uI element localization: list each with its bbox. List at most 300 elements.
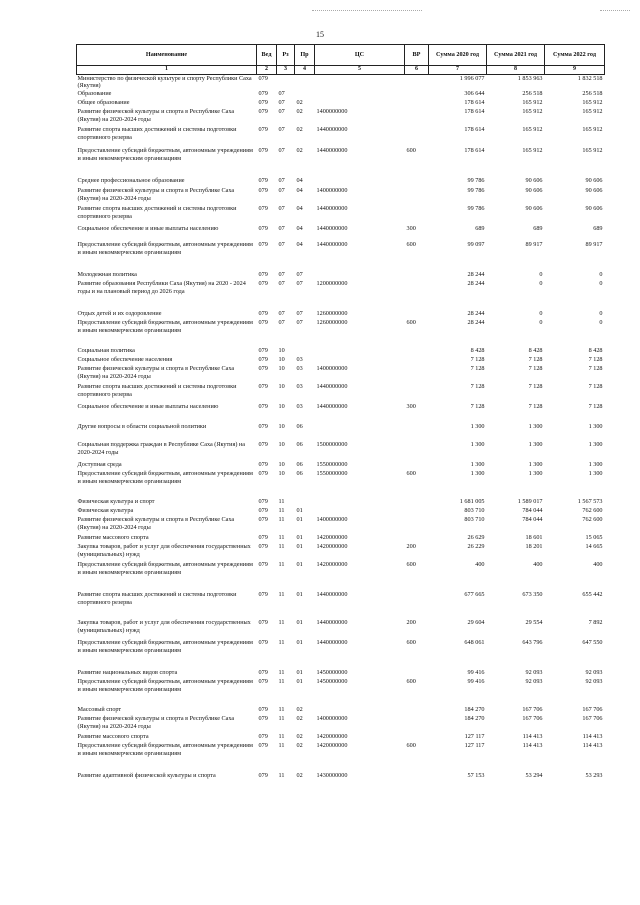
cell-ved: 079	[258, 99, 268, 106]
cell-sum-2022: 1 300	[588, 470, 603, 477]
cell-vr: 200	[406, 543, 416, 550]
cell-pr: 02	[296, 733, 303, 740]
cell-name: Предоставление субсидий бюджетным, автономным учреждениям и иным некоммерческим организациям	[77, 561, 253, 576]
cell-vr	[405, 591, 429, 619]
cell-sum-2022: 114 413	[582, 742, 603, 749]
cell-ved: 079	[258, 669, 268, 676]
table-row	[77, 271, 605, 280]
cell-rz: 10	[278, 461, 285, 468]
table-row	[77, 591, 605, 619]
cell-sum-2022: 90 606	[585, 187, 603, 194]
cell-rz	[277, 74, 295, 90]
cell-cs: 1430000000	[316, 772, 348, 779]
cell-vr	[405, 347, 429, 356]
cell-sum-2022: 167 706	[582, 715, 603, 722]
cell-pr: 02	[296, 706, 303, 713]
budget-table	[76, 44, 605, 781]
cell-sum-2022: 89 917	[585, 241, 603, 248]
cell-sum-2022: 1 300	[588, 461, 603, 468]
cell-name: Предоставление субсидий бюджетным, автономным учреждениям и иным некоммерческим организациям	[77, 319, 253, 334]
cell-sum-2021: 784 044	[522, 507, 543, 514]
cell-sum-2020: 127 117	[464, 733, 485, 740]
cell-vr	[405, 715, 429, 733]
cell-sum-2021: 1 300	[528, 441, 543, 448]
cell-sum-2021: 0	[539, 271, 543, 278]
cell-sum-2021: 29 554	[525, 619, 543, 626]
cell-sum-2022: 114 413	[582, 733, 603, 740]
cell-sum-2020: 7 128	[470, 383, 485, 390]
cell-ved: 079	[258, 126, 268, 133]
table-row	[77, 772, 605, 781]
cell-sum-2022: 0	[599, 310, 603, 317]
page-number: 15	[316, 30, 324, 39]
cell-name: Закупка товаров, работ и услуг для обеспечения государственных (муниципальных) нужд	[77, 619, 251, 634]
cell-ved: 079	[258, 74, 268, 82]
cell-cs: 1420000000	[316, 561, 348, 568]
cell-ved: 079	[258, 772, 268, 779]
cell-sum-2022: 0	[599, 319, 603, 326]
cell-vr	[405, 99, 429, 108]
scan-artifact	[600, 10, 630, 12]
cell-vr	[405, 534, 429, 543]
column-number: 7	[429, 66, 487, 75]
cell-cs: 1400000000	[316, 187, 348, 194]
cell-rz: 07	[278, 187, 285, 194]
cell-sum-2022: 167 706	[582, 706, 603, 713]
cell-vr	[405, 126, 429, 147]
cell-sum-2021: 256 518	[522, 90, 543, 97]
cell-sum-2021: 7 128	[528, 365, 543, 372]
cell-cs	[315, 356, 405, 365]
cell-vr: 600	[406, 147, 416, 154]
cell-vr	[405, 733, 429, 742]
cell-name: Развитие физической культуры и спорта в Республике Саха (Якутия) на 2020-2024 годы	[77, 187, 235, 202]
table-row	[77, 715, 605, 733]
cell-name: Социальное обеспечение населения	[77, 356, 173, 363]
cell-rz: 07	[278, 90, 285, 97]
cell-sum-2021: 1 589 017	[517, 498, 543, 505]
cell-sum-2020: 689	[475, 225, 485, 232]
cell-sum-2021: 643 796	[522, 639, 543, 646]
cell-vr	[405, 383, 429, 403]
cell-sum-2022: 14 665	[585, 543, 603, 550]
cell-cs: 1400000000	[316, 516, 348, 523]
cell-rz: 11	[278, 669, 285, 676]
cell-rz: 11	[278, 706, 285, 713]
cell-rz: 07	[278, 319, 285, 326]
table-row	[77, 99, 605, 108]
cell-name: Социальная поддержка граждан в Республике Саха (Якутия) на 2020-2024 годы	[77, 441, 245, 456]
cell-rz: 10	[278, 347, 285, 354]
cell-sum-2020: 28 244	[467, 310, 485, 317]
cell-cs	[315, 507, 405, 516]
cell-vr: 600	[406, 561, 416, 568]
cell-rz: 07	[278, 108, 285, 115]
cell-sum-2022: 7 892	[588, 619, 603, 626]
cell-ved: 079	[258, 187, 268, 194]
table-row	[77, 534, 605, 543]
cell-cs	[315, 498, 405, 507]
column-number-row	[77, 66, 605, 75]
cell-sum-2021: 7 128	[528, 356, 543, 363]
cell-sum-2021: 1 300	[528, 423, 543, 430]
cell-vr	[405, 187, 429, 205]
cell-ved: 079	[258, 733, 268, 740]
cell-sum-2022: 1 300	[588, 441, 603, 448]
table-row	[77, 241, 605, 271]
table-row	[77, 706, 605, 715]
cell-cs: 1420000000	[316, 742, 348, 749]
cell-sum-2022: 0	[599, 271, 603, 278]
header-cs: ЦС	[315, 45, 405, 66]
cell-sum-2022: 8 428	[588, 347, 603, 354]
cell-pr	[295, 90, 315, 99]
cell-sum-2022: 1 832 518	[577, 74, 603, 82]
cell-sum-2021: 165 912	[522, 99, 543, 106]
cell-cs	[315, 90, 405, 99]
cell-sum-2022: 7 128	[588, 365, 603, 372]
cell-sum-2020: 1 996 077	[459, 74, 485, 82]
cell-rz: 07	[278, 271, 285, 278]
cell-sum-2021: 0	[539, 310, 543, 317]
table-row	[77, 147, 605, 177]
cell-sum-2020: 1 300	[470, 423, 485, 430]
column-number: 9	[545, 66, 605, 75]
cell-pr: 01	[296, 507, 303, 514]
cell-pr: 02	[296, 772, 303, 779]
table-row	[77, 507, 605, 516]
cell-pr: 01	[296, 543, 303, 550]
cell-rz: 07	[278, 147, 285, 154]
cell-name: Социальная политика	[77, 347, 135, 354]
table-row	[77, 470, 605, 498]
table-row	[77, 441, 605, 461]
cell-rz: 11	[278, 639, 285, 646]
cell-cs: 1440000000	[316, 591, 348, 598]
cell-pr: 04	[296, 241, 303, 248]
table-header-row	[77, 45, 605, 66]
cell-ved: 079	[258, 498, 268, 505]
cell-sum-2020: 803 710	[464, 516, 485, 523]
cell-vr	[405, 669, 429, 678]
cell-sum-2021: 1 300	[528, 470, 543, 477]
header-rz: Рз	[277, 45, 295, 66]
cell-cs: 1440000000	[316, 619, 348, 626]
cell-rz: 11	[278, 772, 285, 779]
cell-name: Общее образование	[77, 99, 130, 106]
cell-ved: 079	[258, 271, 268, 278]
table-row	[77, 733, 605, 742]
cell-name: Развитие массового спорта	[77, 733, 149, 740]
cell-sum-2021: 18 601	[525, 534, 543, 541]
cell-sum-2021: 400	[533, 561, 543, 568]
cell-pr	[295, 498, 315, 507]
cell-name: Предоставление субсидий бюджетным, автономным учреждениям и иным некоммерческим организациям	[77, 678, 253, 693]
table-row	[77, 619, 605, 639]
cell-sum-2021: 114 413	[522, 742, 543, 749]
cell-sum-2021: 1 300	[528, 461, 543, 468]
cell-sum-2020: 178 614	[464, 99, 485, 106]
cell-vr	[405, 441, 429, 461]
cell-rz: 11	[278, 619, 285, 626]
cell-vr	[405, 706, 429, 715]
cell-pr: 06	[296, 441, 303, 448]
cell-ved: 079	[258, 205, 268, 212]
table-row	[77, 356, 605, 365]
cell-sum-2022: 92 093	[585, 669, 603, 676]
cell-sum-2020: 99 786	[467, 187, 485, 194]
cell-ved: 079	[258, 365, 268, 372]
cell-vr: 600	[406, 639, 416, 646]
cell-sum-2020: 400	[475, 561, 485, 568]
table-row	[77, 310, 605, 319]
cell-vr	[405, 507, 429, 516]
table-row	[77, 383, 605, 403]
header-vr: ВР	[405, 45, 429, 66]
cell-pr: 06	[296, 461, 303, 468]
cell-cs: 1440000000	[316, 403, 348, 410]
cell-ved: 079	[258, 678, 268, 685]
cell-pr: 02	[296, 742, 303, 749]
cell-vr	[405, 461, 429, 470]
cell-rz: 10	[278, 403, 285, 410]
cell-sum-2020: 8 428	[470, 347, 485, 354]
cell-sum-2021: 0	[539, 319, 543, 326]
cell-name: Доступная среда	[77, 461, 122, 468]
cell-name: Предоставление субсидий бюджетным, автономным учреждениям и иным некоммерческим организациям	[77, 470, 253, 485]
cell-vr: 600	[406, 319, 416, 326]
cell-cs: 1260000000	[316, 310, 348, 317]
table-row	[77, 205, 605, 225]
cell-sum-2021: 673 350	[522, 591, 543, 598]
cell-rz: 11	[278, 534, 285, 541]
cell-name: Массовый спорт	[77, 706, 122, 713]
cell-sum-2021: 114 413	[522, 733, 543, 740]
table-body	[77, 74, 605, 781]
column-number: 2	[257, 66, 277, 75]
cell-pr: 04	[296, 177, 303, 184]
cell-sum-2022: 53 293	[585, 772, 603, 779]
cell-rz: 11	[278, 543, 285, 550]
cell-name: Другие вопросы в области социальной политики	[77, 423, 207, 430]
cell-rz: 11	[278, 591, 285, 598]
cell-ved: 079	[258, 310, 268, 317]
cell-cs	[315, 706, 405, 715]
cell-sum-2020: 99 786	[467, 205, 485, 212]
cell-pr: 01	[296, 561, 303, 568]
cell-vr	[405, 365, 429, 383]
cell-pr: 03	[296, 383, 303, 390]
cell-ved: 079	[258, 591, 268, 598]
cell-cs: 1440000000	[316, 205, 348, 212]
cell-cs: 1420000000	[316, 534, 348, 541]
cell-name: Социальное обеспечение и иные выплаты населению	[77, 403, 219, 410]
cell-rz: 07	[278, 310, 285, 317]
cell-sum-2021: 7 128	[528, 383, 543, 390]
cell-name: Развитие спорта высших достижений и системы подготовки спортивного резерва	[77, 383, 237, 398]
cell-vr: 300	[406, 225, 416, 232]
cell-sum-2022: 655 442	[582, 591, 603, 598]
cell-rz: 11	[278, 742, 285, 749]
cell-rz: 11	[278, 507, 285, 514]
cell-name: Предоставление субсидий бюджетным, автономным учреждениям и иным некоммерческим организациям	[77, 241, 253, 256]
cell-ved: 079	[258, 507, 268, 514]
cell-cs: 1440000000	[316, 241, 348, 248]
cell-name: Предоставление субсидий бюджетным, автономным учреждениям и иным некоммерческим организациям	[77, 742, 253, 757]
cell-sum-2020: 184 270	[464, 706, 485, 713]
cell-sum-2021: 165 912	[522, 108, 543, 115]
table-row	[77, 347, 605, 356]
cell-sum-2022: 689	[593, 225, 603, 232]
cell-ved: 079	[258, 461, 268, 468]
cell-sum-2021: 165 912	[522, 126, 543, 133]
cell-ved: 079	[258, 470, 268, 477]
cell-rz: 07	[278, 205, 285, 212]
table-row	[77, 108, 605, 126]
scan-artifact	[312, 10, 422, 12]
cell-sum-2022: 762 600	[582, 516, 603, 523]
cell-vr	[405, 423, 429, 441]
cell-cs: 1440000000	[316, 147, 348, 154]
cell-name: Предоставление субсидий бюджетным, автономным учреждениям и иным некоммерческим организациям	[77, 639, 253, 654]
table-row	[77, 423, 605, 441]
cell-sum-2020: 99 786	[467, 177, 485, 184]
column-number: 1	[77, 66, 257, 75]
cell-sum-2022: 647 550	[582, 639, 603, 646]
cell-rz: 11	[278, 516, 285, 523]
cell-pr: 03	[296, 356, 303, 363]
table-row	[77, 319, 605, 347]
cell-vr	[405, 356, 429, 365]
cell-sum-2020: 99 416	[467, 678, 485, 685]
cell-sum-2021: 8 428	[528, 347, 543, 354]
cell-sum-2022: 92 093	[585, 678, 603, 685]
cell-sum-2021: 689	[533, 225, 543, 232]
cell-sum-2020: 178 614	[464, 126, 485, 133]
cell-rz: 10	[278, 423, 285, 430]
cell-cs: 1440000000	[316, 639, 348, 646]
cell-cs	[315, 271, 405, 280]
column-number: 4	[295, 66, 315, 75]
table-row	[77, 187, 605, 205]
cell-sum-2021: 1 853 963	[517, 74, 543, 82]
cell-ved: 079	[258, 423, 268, 430]
cell-name: Среднее профессиональное образование	[77, 177, 185, 184]
cell-sum-2020: 7 128	[470, 356, 485, 363]
table-row	[77, 678, 605, 706]
table-row	[77, 669, 605, 678]
cell-sum-2020: 99 097	[467, 241, 485, 248]
cell-cs: 1400000000	[316, 365, 348, 372]
cell-sum-2021: 784 044	[522, 516, 543, 523]
table-row	[77, 280, 605, 310]
cell-cs: 1420000000	[316, 543, 348, 550]
cell-name: Отдых детей и их оздоровление	[77, 310, 162, 317]
cell-sum-2020: 28 244	[467, 319, 485, 326]
cell-sum-2021: 89 917	[525, 241, 543, 248]
cell-sum-2020: 178 614	[464, 147, 485, 154]
cell-sum-2022: 165 912	[582, 108, 603, 115]
cell-ved: 079	[258, 619, 268, 626]
table-row	[77, 461, 605, 470]
cell-sum-2022: 1 567 573	[577, 498, 603, 505]
cell-rz: 07	[278, 225, 285, 232]
cell-pr: 04	[296, 205, 303, 212]
cell-rz: 11	[278, 715, 285, 722]
cell-rz: 11	[278, 561, 285, 568]
cell-cs: 1550000000	[316, 470, 348, 477]
cell-sum-2022: 165 912	[582, 126, 603, 133]
cell-ved: 079	[258, 543, 268, 550]
header-name: Наименование	[77, 45, 257, 66]
cell-ved: 079	[258, 319, 268, 326]
cell-pr: 06	[296, 423, 303, 430]
header-sum-2022: Сумма 2022 год	[545, 45, 605, 66]
cell-sum-2022: 0	[599, 280, 603, 287]
cell-vr	[405, 310, 429, 319]
cell-ved: 079	[258, 147, 268, 154]
cell-name: Развитие образования Республики Саха (Якутия) на 2020 - 2024 годы и на плановый период до 2026 года	[77, 280, 246, 295]
cell-sum-2021: 167 706	[522, 715, 543, 722]
cell-ved: 079	[258, 108, 268, 115]
cell-ved: 079	[258, 534, 268, 541]
cell-ved: 079	[258, 177, 268, 184]
cell-ved: 079	[258, 347, 268, 354]
header-sum-2021: Сумма 2021 год	[487, 45, 545, 66]
cell-vr: 200	[406, 619, 416, 626]
cell-sum-2020: 178 614	[464, 108, 485, 115]
cell-pr: 02	[296, 126, 303, 133]
cell-sum-2020: 1 300	[470, 470, 485, 477]
table-row	[77, 74, 605, 90]
cell-rz: 10	[278, 470, 285, 477]
cell-pr: 07	[296, 280, 303, 287]
cell-pr: 04	[296, 225, 303, 232]
header-sum-2020: Сумма 2020 год	[429, 45, 487, 66]
cell-sum-2022: 7 128	[588, 356, 603, 363]
cell-ved: 079	[258, 561, 268, 568]
cell-sum-2020: 29 604	[467, 619, 485, 626]
cell-sum-2022: 90 606	[585, 205, 603, 212]
cell-pr: 02	[296, 147, 303, 154]
cell-cs	[315, 423, 405, 441]
cell-ved: 079	[258, 90, 268, 97]
cell-pr: 01	[296, 591, 303, 598]
cell-sum-2022: 90 606	[585, 177, 603, 184]
cell-cs: 1450000000	[316, 669, 348, 676]
cell-sum-2021: 92 093	[525, 678, 543, 685]
cell-ved: 079	[258, 225, 268, 232]
cell-vr: 600	[406, 678, 416, 685]
cell-sum-2022: 165 912	[582, 147, 603, 154]
table-row	[77, 742, 605, 772]
cell-name: Предоставление субсидий бюджетным, автономным учреждениям и иным некоммерческим организациям	[77, 147, 253, 162]
cell-ved: 079	[258, 639, 268, 646]
cell-pr: 01	[296, 619, 303, 626]
cell-sum-2022: 400	[593, 561, 603, 568]
cell-rz: 07	[278, 280, 285, 287]
table-row	[77, 126, 605, 147]
cell-sum-2022: 7 128	[588, 383, 603, 390]
cell-sum-2020: 57 153	[467, 772, 485, 779]
cell-vr	[405, 271, 429, 280]
cell-sum-2021: 167 706	[522, 706, 543, 713]
table-row	[77, 543, 605, 561]
cell-sum-2022: 15 065	[585, 534, 603, 541]
cell-cs: 1450000000	[316, 678, 348, 685]
cell-rz: 07	[278, 99, 285, 106]
cell-sum-2020: 803 710	[464, 507, 485, 514]
